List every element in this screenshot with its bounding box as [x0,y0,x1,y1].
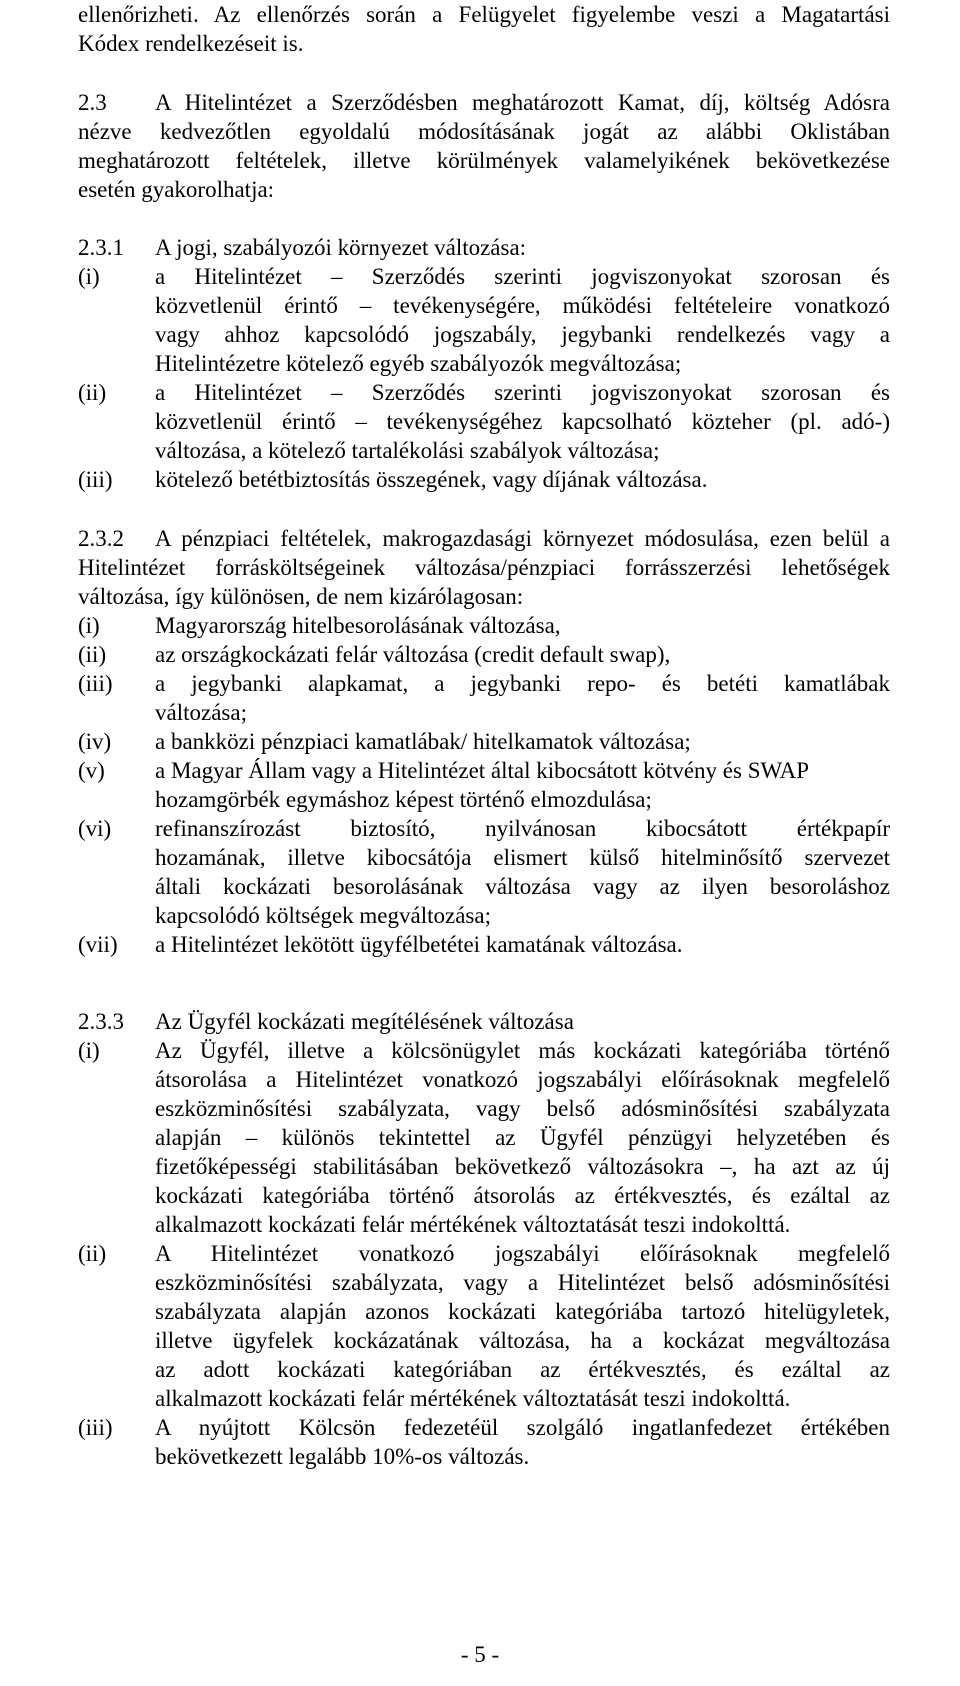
section-title: A jogi, szabályozói környezet változása: [155,235,527,260]
item-number: (iv) [78,729,112,754]
item-line: szabályzata alapján azonos kockázati kategóriába tartozó hitelügyletek, [155,1299,890,1324]
item-line: A nyújtott Kölcsön fedezetéül szolgáló ingatlanfedezet értékében [155,1415,890,1440]
item-line: közvetlenül érintő – tevékenységéhez kapcsolható közteher (pl. adó-) [155,409,890,434]
paragraph-line: A pénzpiaci feltételek, makrogazdasági környezet módosulása, ezen belül a [155,526,890,551]
item-line: A Hitelintézet vonatkozó jogszabályi előírásoknak megfelelő [155,1241,890,1266]
item-line: átsorolása a Hitelintézet vonatkozó jogszabályi előírásoknak megfelelő [155,1067,890,1092]
item-line: kockázati kategóriába történő átsorolás az értékvesztés, és ezáltal az [155,1183,890,1208]
item-line: fizetőképességi stabilitásában bekövetkező változásokra –, ha azt az új [155,1154,890,1179]
section-number: 2.3 [78,90,107,115]
item-line: a Hitelintézet – Szerződés szerinti jogviszonyokat szorosan és [155,264,890,289]
item-line: változása; [155,700,247,725]
item-number: (ii) [78,642,107,667]
item-line: Hitelintézetre kötelező egyéb szabályozók megváltozása; [155,351,682,376]
section-title: Az Ügyfél kockázati megítélésének változása [155,1009,574,1034]
item-line: a bankközi pénzpiaci kamatlábak/ hitelkamatok változása; [155,729,691,754]
item-line: a jegybanki alapkamat, a jegybanki repo- és betéti kamatlábak [155,671,890,696]
item-number: (i) [78,1038,100,1063]
item-line: a Hitelintézet – Szerződés szerinti jogviszonyokat szorosan és [155,380,890,405]
item-line: közvetlenül érintő – tevékenységére, működési feltételeire vonatkozó [155,293,890,318]
paragraph-line: ellenőrizheti. Az ellenőrzés során a Felügyelet figyelembe veszi a Magatartási [78,2,890,27]
item-line: változása, a kötelező tartalékolási szabályok változása; [155,438,660,463]
item-number: (v) [78,758,105,783]
item-line: hozamgörbék egymáshoz képest történő elmozdulása; [155,787,652,812]
item-line: kapcsolódó költségek megváltozása; [155,903,491,928]
paragraph-line: Hitelintézet forrásköltségeinek változása/pénzpiaci forrásszerzési lehetőségek [78,555,890,580]
item-line: az országkockázati felár változása (credit default swap), [155,642,671,667]
item-line: általi kockázati besorolásának változása vagy az ilyen besoroláshoz [155,874,890,899]
item-number: (i) [78,264,100,289]
item-line: bekövetkezett legalább 10%-os változás. [155,1444,530,1469]
item-line: alkalmazott kockázati felár mértékének változtatását teszi indokolttá. [155,1386,791,1411]
item-line: illetve ügyfelek kockázatának változása, ha a kockázat megváltozása [155,1328,890,1353]
item-line: eszközminősítési szabályzata, vagy belső adósminősítési szabályzata [155,1096,890,1121]
paragraph-line: A Hitelintézet a Szerződésben meghatározott Kamat, díj, költség Adósra [155,90,890,115]
page-number: - 5 - [460,1642,500,1667]
item-line: az adott kockázati kategóriában az értékvesztés, és ezáltal az [155,1357,890,1382]
item-number: (vi) [78,816,112,841]
item-line: refinanszírozást biztosító, nyilvánosan kibocsátott értékpapír [155,816,890,841]
section-number: 2.3.3 [78,1009,124,1034]
section-number: 2.3.1 [78,235,124,260]
item-line: Az Ügyfél, illetve a kölcsönügylet más kockázati kategóriába történő [155,1038,890,1063]
paragraph-line: nézve kedvezőtlen egyoldalú módosításának jogát az alábbi Oklistában [78,119,890,144]
item-number: (iii) [78,671,113,696]
item-number: (iii) [78,467,113,492]
item-line: eszközminősítési szabályzata, vagy a Hitelintézet belső adósminősítési [155,1270,890,1295]
item-number: (vii) [78,932,118,957]
section-number: 2.3.2 [78,526,124,551]
paragraph-line: Kódex rendelkezéseit is. [78,31,304,56]
item-line: alapján – különös tekintettel az Ügyfél pénzügyi helyzetében és [155,1125,890,1150]
item-line: alkalmazott kockázati felár mértékének változtatását teszi indokolttá. [155,1212,791,1237]
item-line: a Hitelintézet lekötött ügyfélbetétei kamatának változása. [155,932,683,957]
item-line: Magyarország hitelbesorolásának változása, [155,613,561,638]
item-line: a Magyar Állam vagy a Hitelintézet által kibocsátott kötvény és SWAP [155,758,810,783]
item-number: (i) [78,613,100,638]
item-number: (iii) [78,1415,113,1440]
item-number: (ii) [78,1241,107,1266]
item-line: kötelező betétbiztosítás összegének, vagy díjának változása. [155,467,708,492]
paragraph-line: meghatározott feltételek, illetve körülmények valamelyikének bekövetkezése [78,148,890,173]
paragraph-line: esetén gyakorolhatja: [78,177,275,202]
item-number: (ii) [78,380,107,405]
item-line: vagy ahhoz kapcsolódó jogszabály, jegybanki rendelkezés vagy a [155,322,890,347]
paragraph-line: változása, így különösen, de nem kizárólagosan: [78,584,524,609]
item-line: hozamának, illetve kibocsátója elismert külső hitelminősítő szervezet [155,845,890,870]
